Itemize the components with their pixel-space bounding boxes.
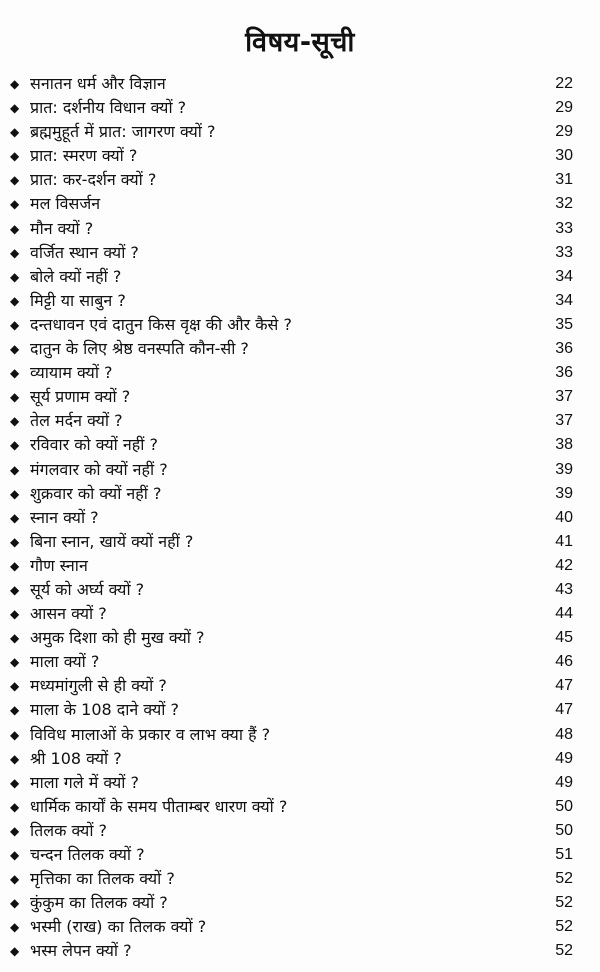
- toc-entry-title: माला के 108 दाने क्यों ?: [30, 700, 179, 720]
- toc-page-number: 52: [555, 942, 573, 960]
- diamond-bullet-icon: ◆: [10, 462, 20, 477]
- toc-page-number: 52: [555, 894, 573, 912]
- toc-entry-title: गौण स्नान: [30, 555, 88, 575]
- toc-page-number: 22: [555, 75, 573, 92]
- toc-page-number: 32: [555, 195, 573, 213]
- toc-entry: [0, 96, 600, 120]
- toc-entry: [0, 217, 600, 241]
- toc-page-number: 42: [555, 556, 573, 574]
- toc-page-number: 51: [555, 846, 573, 863]
- diamond-bullet-icon: ◆: [10, 679, 20, 694]
- toc-entry-title: शुक्रवार को क्यों नहीं ?: [30, 483, 162, 503]
- toc-page-number: 45: [555, 629, 573, 647]
- toc-page-number: 29: [555, 123, 573, 141]
- toc-entry: [0, 120, 600, 144]
- diamond-bullet-icon: ◆: [10, 221, 20, 236]
- toc-entry-title: भस्म लेपन क्यों ?: [30, 941, 132, 961]
- diamond-bullet-icon: ◆: [10, 920, 20, 935]
- toc-entry: [0, 698, 600, 722]
- toc-page-number: 49: [555, 749, 573, 767]
- diamond-bullet-icon: ◆: [10, 872, 20, 887]
- toc-page-number: 43: [555, 580, 573, 598]
- diamond-bullet-icon: ◆: [10, 197, 20, 212]
- toc-entry: [0, 867, 600, 891]
- toc-entry: [0, 241, 600, 265]
- toc-entry: [0, 168, 600, 192]
- diamond-bullet-icon: ◆: [10, 77, 20, 91]
- toc-entry-title: भस्मी (राख) का तिलक क्यों ?: [30, 917, 207, 937]
- toc-page-number: 48: [555, 725, 573, 743]
- toc-entry: [0, 674, 600, 698]
- toc-entry: [0, 289, 600, 313]
- toc-entry-title: मल विसर्जन: [30, 194, 101, 214]
- toc-entry-title: अमुक दिशा को ही मुख क्यों ?: [30, 628, 205, 648]
- toc-entry-title: स्नान क्यों ?: [30, 507, 99, 527]
- toc-entry-title: चन्दन तिलक क्यों ?: [30, 845, 145, 864]
- toc-entry-title: तेल मर्दन क्यों ?: [30, 411, 123, 431]
- toc-entry-title: सनातन धर्म और विज्ञान: [30, 74, 166, 93]
- toc-entry-title: धार्मिक कार्यों के समय पीताम्बर धारण क्यों ?: [30, 796, 288, 816]
- toc-page-number: 36: [555, 364, 573, 382]
- diamond-bullet-icon: ◆: [10, 655, 20, 670]
- toc-page-number: 33: [555, 243, 573, 261]
- toc-entry: [0, 578, 600, 602]
- page-title: विषय-सूची: [245, 27, 355, 58]
- toc-entry: [0, 530, 600, 554]
- toc-page-number: 50: [555, 821, 573, 839]
- toc-entry-title: सूर्य प्रणाम क्यों ?: [30, 387, 131, 407]
- toc-entry: [0, 843, 600, 867]
- toc-page-number: 31: [555, 171, 573, 189]
- toc-page-number: 44: [555, 605, 573, 623]
- toc-page-number: 50: [555, 797, 573, 815]
- toc-entry: [0, 482, 600, 506]
- toc-entry-title: माला क्यों ?: [30, 652, 100, 672]
- toc-entry: [0, 650, 600, 674]
- toc-page-number: 49: [555, 773, 573, 791]
- toc-page-number: 40: [555, 508, 573, 526]
- toc-entry-title: मौन क्यों ?: [30, 218, 94, 238]
- table-of-contents: [0, 72, 600, 963]
- toc-entry: [0, 819, 600, 843]
- toc-entry-title: विविध मालाओं के प्रकार व लाभ क्या हैं ?: [30, 724, 271, 744]
- toc-entry-title: आसन क्यों ?: [30, 604, 107, 624]
- diamond-bullet-icon: ◆: [10, 751, 20, 766]
- diamond-bullet-icon: ◆: [10, 582, 20, 597]
- toc-entry: [0, 939, 600, 963]
- diamond-bullet-icon: ◆: [10, 727, 20, 742]
- toc-entry-title: मध्यमांगुली से ही क्यों ?: [30, 676, 167, 696]
- toc-page-number: 41: [555, 532, 573, 550]
- toc-entry-title: मंगलवार को क्यों नहीं ?: [30, 459, 168, 479]
- diamond-bullet-icon: ◆: [10, 342, 20, 357]
- diamond-bullet-icon: ◆: [10, 438, 20, 453]
- diamond-bullet-icon: ◆: [10, 775, 20, 790]
- toc-page-number: 36: [555, 340, 573, 358]
- diamond-bullet-icon: ◆: [10, 534, 20, 549]
- toc-entry: [0, 72, 600, 96]
- toc-entry-title: प्रात: कर-दर्शन क्यों ?: [30, 170, 157, 190]
- toc-entry-title: सूर्य को अर्घ्य क्यों ?: [30, 579, 145, 599]
- toc-entry: [0, 554, 600, 578]
- diamond-bullet-icon: ◆: [10, 317, 20, 332]
- toc-entry: [0, 506, 600, 530]
- toc-entry: [0, 192, 600, 216]
- toc-entry-title: माला गले में क्यों ?: [30, 772, 139, 792]
- diamond-bullet-icon: ◆: [10, 101, 20, 116]
- toc-entry-title: श्री 108 क्यों ?: [30, 748, 122, 768]
- toc-page-number: 34: [555, 291, 573, 309]
- diamond-bullet-icon: ◆: [10, 799, 20, 814]
- toc-page-number: 35: [555, 315, 573, 333]
- diamond-bullet-icon: ◆: [10, 944, 20, 959]
- diamond-bullet-icon: ◆: [10, 896, 20, 911]
- toc-page-number: 37: [555, 412, 573, 430]
- toc-entry: [0, 433, 600, 457]
- diamond-bullet-icon: ◆: [10, 558, 20, 573]
- toc-entry: [0, 626, 600, 650]
- toc-entry: [0, 747, 600, 771]
- diamond-bullet-icon: ◆: [10, 823, 20, 838]
- toc-page-number: 37: [555, 388, 573, 406]
- diamond-bullet-icon: ◆: [10, 486, 20, 501]
- toc-entry: [0, 771, 600, 795]
- toc-page-number: 52: [555, 870, 573, 888]
- toc-entry-title: दातुन के लिए श्रेष्ठ वनस्पति कौन-सी ?: [30, 339, 249, 359]
- toc-page-number: 47: [555, 701, 573, 719]
- toc-entry-title: प्रात: स्मरण क्यों ?: [30, 146, 138, 166]
- toc-page-number: 30: [555, 147, 573, 165]
- toc-entry: [0, 337, 600, 361]
- toc-entry-title: बिना स्नान, खायें क्यों नहीं ?: [30, 531, 194, 551]
- diamond-bullet-icon: ◆: [10, 269, 20, 284]
- diamond-bullet-icon: ◆: [10, 510, 20, 525]
- diamond-bullet-icon: ◆: [10, 607, 20, 622]
- diamond-bullet-icon: ◆: [10, 173, 20, 188]
- diamond-bullet-icon: ◆: [10, 414, 20, 429]
- toc-entry-title: प्रात: दर्शनीय विधान क्यों ?: [30, 98, 187, 118]
- diamond-bullet-icon: ◆: [10, 631, 20, 646]
- toc-entry-title: कुंकुम का तिलक क्यों ?: [30, 893, 168, 913]
- toc-page-number: 29: [555, 99, 573, 117]
- toc-entry: [0, 385, 600, 409]
- toc-entry-title: व्यायाम क्यों ?: [30, 363, 113, 383]
- toc-page-number: 38: [555, 436, 573, 454]
- toc-entry: [0, 265, 600, 289]
- diamond-bullet-icon: ◆: [10, 125, 20, 140]
- toc-page-number: 52: [555, 918, 573, 936]
- diamond-bullet-icon: ◆: [10, 293, 20, 308]
- diamond-bullet-icon: ◆: [10, 245, 20, 260]
- toc-entry: [0, 409, 600, 433]
- diamond-bullet-icon: ◆: [10, 390, 20, 405]
- toc-page-number: 47: [555, 677, 573, 695]
- toc-entry-title: वर्जित स्थान क्यों ?: [30, 242, 139, 262]
- toc-entry-title: ब्रह्ममुहूर्त में प्रात: जागरण क्यों ?: [30, 122, 216, 142]
- toc-entry: [0, 795, 600, 819]
- toc-entry-title: बोले क्यों नहीं ?: [30, 266, 122, 286]
- toc-entry: [0, 891, 600, 915]
- diamond-bullet-icon: ◆: [10, 703, 20, 718]
- toc-entry-title: दन्तधावन एवं दातुन किस वृक्ष की और कैसे ?: [30, 314, 292, 334]
- toc-entry: [0, 723, 600, 747]
- toc-entry: [0, 458, 600, 482]
- toc-page-number: 33: [555, 219, 573, 237]
- toc-entry-title: रविवार को क्यों नहीं ?: [30, 435, 158, 455]
- toc-entry: [0, 313, 600, 337]
- toc-page-number: 46: [555, 653, 573, 671]
- diamond-bullet-icon: ◆: [10, 848, 20, 862]
- toc-entry: [0, 361, 600, 385]
- toc-page-number: 34: [555, 267, 573, 285]
- toc-entry: [0, 144, 600, 168]
- toc-entry-title: मिट्टी या साबुन ?: [30, 290, 126, 310]
- toc-page-number: 39: [555, 460, 573, 478]
- toc-entry-title: तिलक क्यों ?: [30, 820, 108, 840]
- toc-entry: [0, 915, 600, 939]
- diamond-bullet-icon: ◆: [10, 149, 20, 164]
- toc-entry-title: मृत्तिका का तिलक क्यों ?: [30, 869, 175, 889]
- toc-entry: [0, 602, 600, 626]
- toc-page-number: 39: [555, 484, 573, 502]
- diamond-bullet-icon: ◆: [10, 366, 20, 381]
